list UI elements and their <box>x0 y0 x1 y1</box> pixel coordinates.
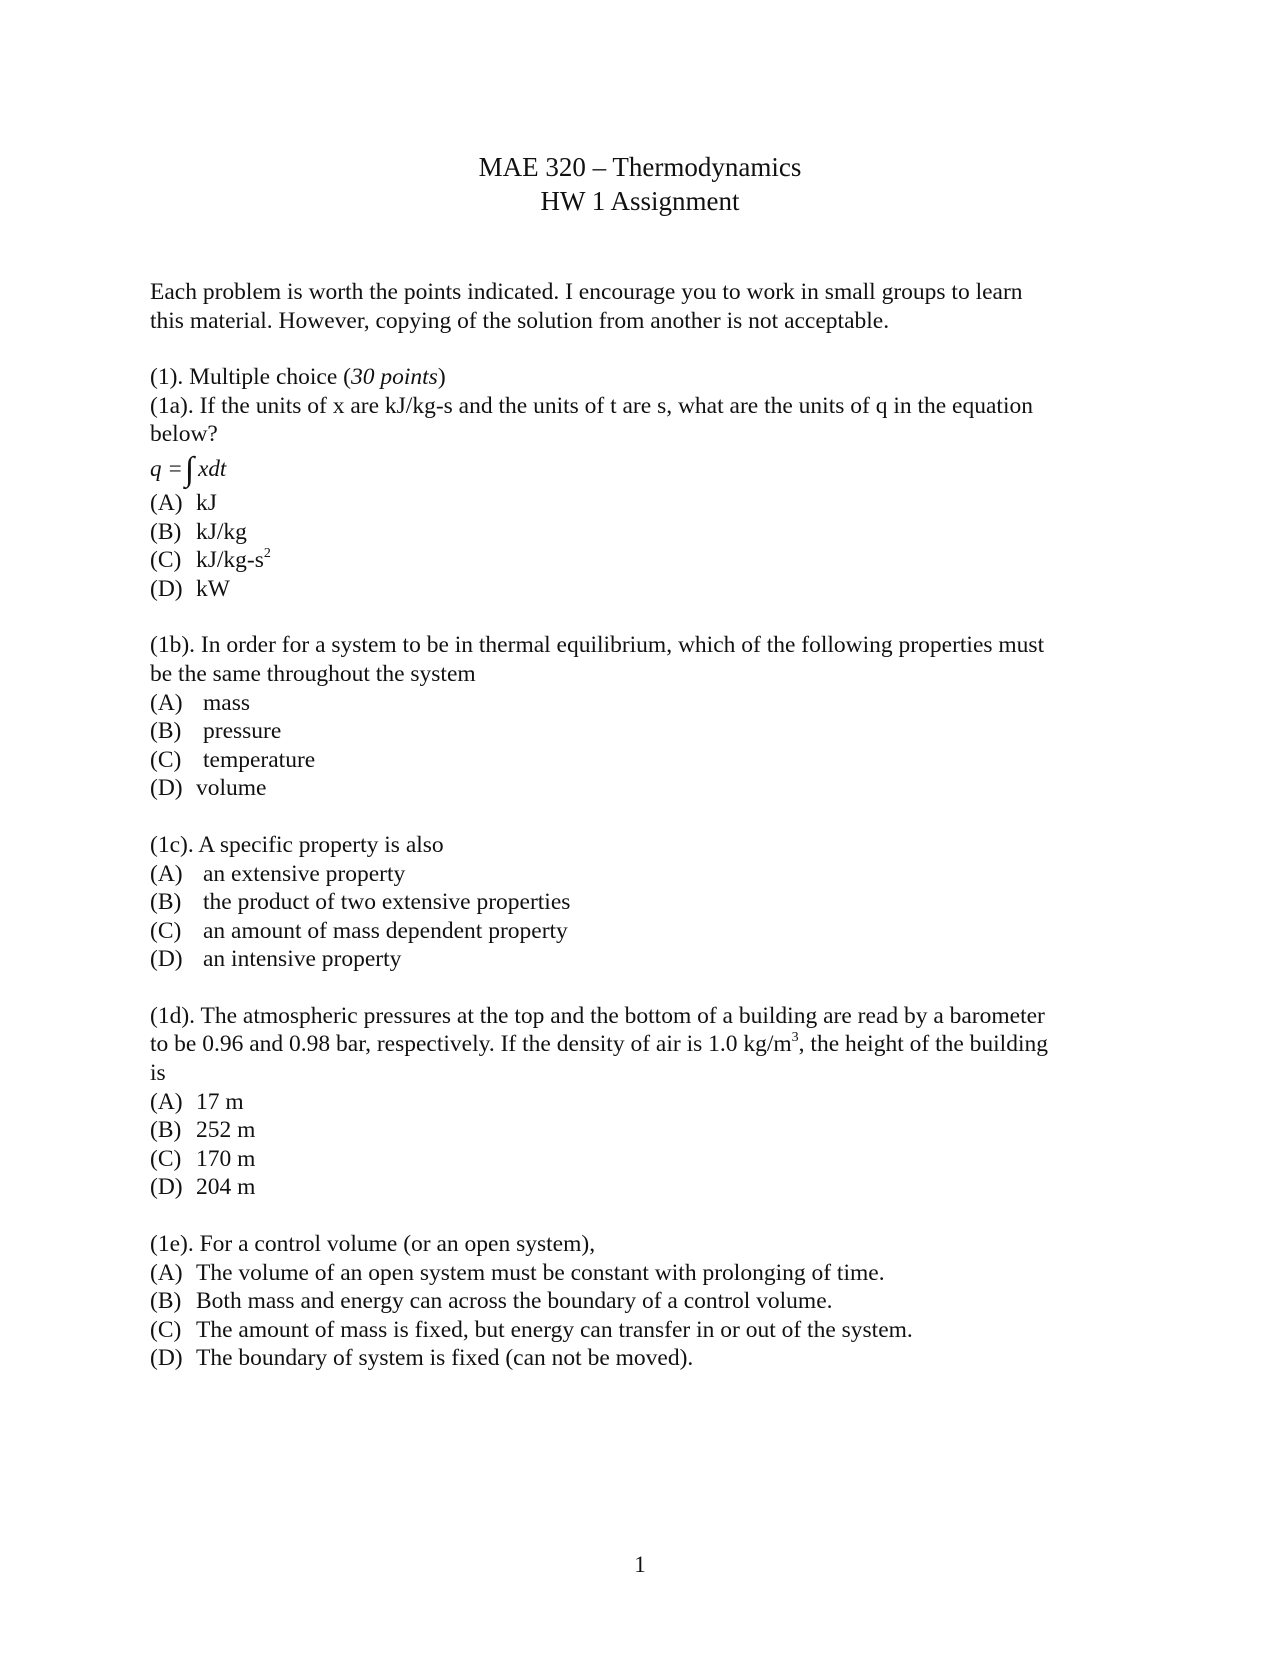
question-1a-option: (C) $kJ/kg-s^2$ <box>150 546 271 574</box>
question-1a <box>150 392 1130 604</box>
question-1b-option: (D) volume <box>150 775 267 802</box>
question-1e-option: (A) The volume of an open system must be constant with prolonging of time. <box>150 1259 885 1286</box>
question-1a-equation: q = ∫ xdt <box>150 450 227 488</box>
document-body <box>150 278 1130 1373</box>
question-1d-option: (C) 170 m <box>150 1145 256 1172</box>
question-1e <box>150 1230 1130 1373</box>
question-1e-option: (C) The amount of mass is fixed, but energy can transfer in or out of the system. <box>150 1316 913 1343</box>
question-1a-text-1: (1a). If the units of x are kJ/kg-s and the units of t are s, what are the units of q in the equation <box>150 392 1033 419</box>
document-subtitle: HW 1 Assignment <box>540 186 740 216</box>
question-1a-text-2: below? <box>150 421 218 448</box>
question-1e-text-1: (1e). For a control volume (or an open system), <box>150 1231 596 1258</box>
section-1-heading: (1). Multiple choice (30 points) <box>150 364 446 391</box>
question-1d <box>150 1002 1130 1202</box>
page-number: 1 <box>634 1552 646 1577</box>
integral-symbol: ∫ <box>184 450 195 488</box>
question-1d-option: (B) 252 m <box>150 1117 256 1144</box>
question-1d-option: (A) 17 m <box>150 1088 244 1115</box>
question-1d-text-2: to be 0.96 and 0.98 bar, respectively. If the density of air is 1.0 $kg/m^3$, the height of the building <box>150 1030 1048 1058</box>
intro-line-2: this material. However, copying of the solution from another is not acceptable. <box>150 307 890 334</box>
question-1d-text-3: is <box>150 1060 166 1087</box>
intro-line-1: Each problem is worth the points indicated. I encourage you to work in small groups to learn <box>150 279 1023 305</box>
question-1d-text-1: (1d). The atmospheric pressures at the top and the bottom of a building are read by a barometer <box>150 1002 1045 1029</box>
question-1b <box>150 631 1130 803</box>
question-1b-option: (B) pressure <box>150 718 282 745</box>
question-1b-text-1: (1b). In order for a system to be in thermal equilibrium, which of the following properties must <box>150 632 1045 659</box>
question-1e-option: (D) The boundary of system is fixed (can not be moved). <box>150 1345 694 1372</box>
question-1a-option: (D) kW <box>150 575 230 602</box>
question-1c-option: (D) an intensive property <box>150 946 402 973</box>
question-1b-option: (C) temperature <box>150 746 316 773</box>
question-1a-option: (A) kJ <box>150 489 217 516</box>
document-title: MAE 320 – Thermodynamics <box>478 152 802 182</box>
question-1b-text-2: be the same throughout the system <box>150 660 476 687</box>
question-1c <box>150 831 1130 974</box>
question-1c-option: (B) the product of two extensive properties <box>150 889 571 916</box>
question-1c-text-1: (1c). A specific property is also <box>150 831 444 858</box>
question-1e-option: (B) Both mass and energy can across the boundary of a control volume. <box>150 1288 833 1315</box>
question-1c-option: (A) an extensive property <box>150 860 406 887</box>
question-1d-option: (D) 204 m <box>150 1174 256 1201</box>
section-1-points: 30 points <box>351 364 438 391</box>
question-1c-option: (C) an amount of mass dependent property <box>150 917 568 944</box>
question-1a-option: (B) kJ/kg <box>150 518 247 545</box>
question-1b-option: (A) mass <box>150 689 250 716</box>
title-block <box>0 150 1280 218</box>
